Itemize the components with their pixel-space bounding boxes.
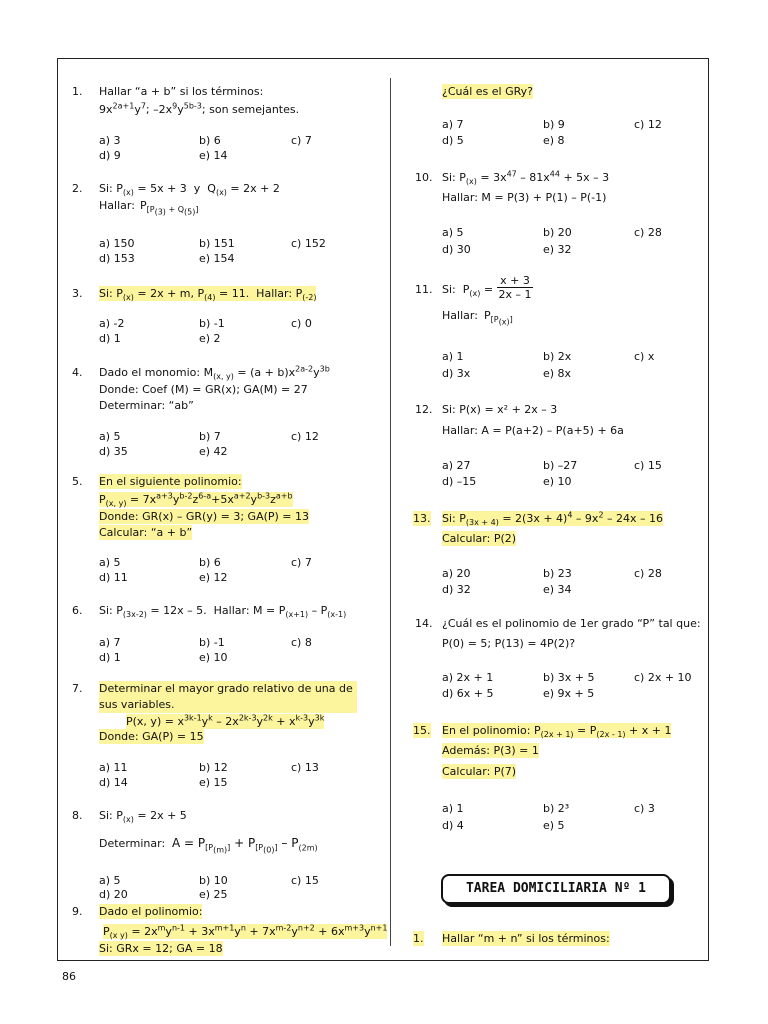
- option-e: e) 154: [199, 252, 235, 265]
- option-b: b) 6: [199, 556, 221, 569]
- problem-number: 1.: [413, 932, 424, 945]
- option-a: a) 150: [99, 237, 135, 250]
- problem-statement: Si: P(x) = x² + 2x – 3: [442, 403, 558, 416]
- option-a: a) 2x + 1: [442, 671, 494, 684]
- problem-formula: $A = P_{[P_{(m)}]} + P_{[P_{(0)}]} - P_{(2m)}$: [172, 836, 318, 855]
- problem-statement: Calcular: P(2): [442, 532, 517, 545]
- problem-number: 6.: [72, 604, 83, 617]
- option-e: e) 12: [199, 571, 228, 584]
- problem-formula: En el polinomio: $P_{(2x + 1)} = P_{(2x - 1)} + x + 1$: [442, 724, 672, 740]
- option-e: e) 9x + 5: [543, 687, 595, 700]
- problem-number: 11.: [415, 283, 433, 296]
- problem-statement: Donde: GR(x) – GR(y) = 3; GA(P) = 13: [99, 510, 310, 523]
- option-c: c) 152: [291, 237, 326, 250]
- option-c: c) 2x + 10: [634, 671, 692, 684]
- option-c: c) 7: [291, 134, 312, 147]
- problem-statement: Determinar:: [99, 837, 166, 850]
- option-d: d) 35: [99, 445, 128, 458]
- option-a: a) 11: [99, 761, 128, 774]
- option-b: b) 20: [543, 226, 572, 239]
- problem-number: 15.: [413, 724, 431, 737]
- column-divider: [390, 78, 391, 946]
- option-b: b) 9: [543, 118, 565, 131]
- option-c: c) x: [634, 350, 655, 363]
- option-a: a) 1: [442, 350, 464, 363]
- option-c: c) 28: [634, 567, 662, 580]
- option-b: b) 2x: [543, 350, 572, 363]
- option-e: e) 10: [543, 475, 572, 488]
- option-b: b) 12: [199, 761, 228, 774]
- option-a: a) 5: [99, 430, 121, 443]
- problem-statement: Donde: GA(P) = 15: [99, 730, 204, 743]
- option-d: d) 20: [99, 888, 128, 901]
- problem-statement: Hallar:: [99, 199, 135, 212]
- problem-formula: $P_{[P_{(x)}]}$: [484, 309, 513, 327]
- problem-formula: Si: GRx = 12; GA = 18: [99, 942, 223, 955]
- option-e: e) 34: [543, 583, 572, 596]
- option-c: c) 7: [291, 556, 312, 569]
- fraction-denominator: 2x – 1: [498, 288, 532, 301]
- problem-statement: Además: P(3) = 1: [442, 744, 539, 757]
- problem-formula: $P_{(x, y)} = 7x^{a+3}y^{b-2}z^{6-a}+5x^{a+2}y^{b-3}z^{a+b}$: [99, 491, 293, 509]
- option-b: b) 10: [199, 874, 228, 887]
- option-c: c) 12: [634, 118, 662, 131]
- option-c: c) 15: [634, 459, 662, 472]
- option-a: a) 5: [442, 226, 464, 239]
- option-c: c) 13: [291, 761, 319, 774]
- option-d: d) 32: [442, 583, 471, 596]
- problem-formula: Si: $P_{(3x-2)} = 12x - 5$. Hallar: $M = P_{(x+1)} - P_{(x-1)}$: [99, 604, 347, 620]
- option-e: e) 42: [199, 445, 228, 458]
- option-d: d) –15: [442, 475, 477, 488]
- option-a: a) 7: [442, 118, 464, 131]
- option-e: e) 8x: [543, 367, 572, 380]
- option-c: c) 0: [291, 317, 312, 330]
- problem-number: 9.: [72, 905, 83, 918]
- option-b: b) –27: [543, 459, 578, 472]
- option-d: d) 1: [99, 332, 121, 345]
- problem-statement: Calcular: P(7): [442, 765, 517, 778]
- option-b: b) 7: [199, 430, 221, 443]
- problem-statement: Hallar “a + b” si los términos:: [99, 85, 264, 98]
- problem-number: 8.: [72, 809, 83, 822]
- problem-statement: ¿Cuál es el polinomio de 1er grado “P” tal que:: [442, 617, 701, 630]
- option-e: e) 2: [199, 332, 221, 345]
- option-d: d) 153: [99, 252, 135, 265]
- option-d: d) 30: [442, 243, 471, 256]
- option-b: b) -1: [199, 636, 225, 649]
- problem-formula: Si: $P_{(x)}$ =: [442, 283, 494, 299]
- tarea-title-box: TAREA DOMICILIARIA Nº 1: [441, 874, 671, 904]
- option-c: c) 28: [634, 226, 662, 239]
- problem-statement: P(0) = 5; P(13) = 4P(2)?: [442, 637, 576, 650]
- option-c: c) 12: [291, 430, 319, 443]
- option-e: e) 10: [199, 651, 228, 664]
- option-d: d) 5: [442, 134, 464, 147]
- problem-number: 12.: [415, 403, 433, 416]
- problem-statement: Hallar: M = P(3) + P(1) – P(-1): [442, 191, 607, 204]
- problem-number: 10.: [415, 171, 433, 184]
- problem-number: 1.: [72, 85, 83, 98]
- option-e: e) 15: [199, 776, 228, 789]
- option-a: a) 7: [99, 636, 121, 649]
- problem-formula: $9x^{2a+1}y^7$; $-2x^9y^{5b-3}$; son semejantes.: [99, 101, 300, 116]
- problem-number: 5.: [72, 475, 83, 488]
- option-a: a) 27: [442, 459, 471, 472]
- problem-number: 14.: [415, 617, 433, 630]
- option-a: a) -2: [99, 317, 125, 330]
- option-c: c) 8: [291, 636, 312, 649]
- problem-statement: En el siguiente polinomio:: [99, 475, 242, 488]
- option-d: d) 1: [99, 651, 121, 664]
- option-a: a) 1: [442, 802, 464, 815]
- option-d: d) 3x: [442, 367, 471, 380]
- problem-statement: Calcular: “a + b”: [99, 526, 193, 539]
- option-e: e) 14: [199, 149, 228, 162]
- option-d: d) 11: [99, 571, 128, 584]
- problem-number: 2.: [72, 182, 83, 195]
- problem-statement: Hallar:: [442, 309, 478, 322]
- option-b: b) 3x + 5: [543, 671, 595, 684]
- problem-formula: Si: $P_{(x)} = 2x + m$, $P_{(4)} = 11$. Hallar: $P_{(-2)}$: [99, 287, 317, 303]
- fraction-numerator: x + 3: [497, 274, 533, 288]
- option-a: a) 3: [99, 134, 121, 147]
- option-d: d) 9: [99, 149, 121, 162]
- problem-formula: Dado el monomio: $M_{(x, y)} = (a + b)x^{2a-2}y^{3b}$: [99, 364, 330, 382]
- problem-formula: P(x, $y) = x^{3k-1}y^k - 2x^{2k-3}y^{2k} + x^{k-3}y^{3k}$: [126, 713, 325, 728]
- option-e: e) 5: [543, 819, 565, 832]
- option-e: e) 8: [543, 134, 565, 147]
- page-number: 86: [62, 970, 76, 983]
- problem-statement: Hallar “m + n” si los términos:: [442, 932, 610, 945]
- problem-formula: Si: $P_{(x)} = 5x + 3$ y $Q_{(x)} = 2x + 2$: [99, 182, 280, 198]
- problem-formula: $P_{(x y)} = 2x^my^{n-1} + 3x^{m+1}y^n + 7x^{m-2}y^{n+2} + 6x^{m+3}y^{n+1}$: [103, 923, 388, 941]
- option-b: b) 6: [199, 134, 221, 147]
- problem-number: 7.: [72, 682, 83, 695]
- problem-statement: Hallar: A = P(a+2) – P(a+5) + 6a: [442, 424, 624, 437]
- problem-formula: Si: $P_{(x)} = 3x^{47} - 81x^{44} + 5x - 3$: [442, 169, 610, 187]
- option-c: c) 15: [291, 874, 319, 887]
- option-b: b) 23: [543, 567, 572, 580]
- problem-statement: Donde: Coef (M) = GR(x); GA(M) = 27: [99, 383, 308, 396]
- option-d: d) 14: [99, 776, 128, 789]
- problem-statement: Determinar el mayor grado relativo de una de sus variables.: [99, 681, 357, 713]
- problem-formula: Si: $P_{(x)} = 2x + 5$: [99, 809, 187, 825]
- problem-number: 4.: [72, 366, 83, 379]
- problem-formula: Si: $P_{(3x + 4)} = 2(3x + 4)^4 - 9x^2 - 24x - 16$: [442, 510, 664, 528]
- option-b: b) 2³: [543, 802, 570, 815]
- option-c: c) 3: [634, 802, 655, 815]
- problem-statement: Dado el polinomio:: [99, 905, 203, 918]
- problem-formula: $P_{[P_{(3)} + Q_{(5)}]}$: [140, 199, 199, 217]
- option-b: b) -1: [199, 317, 225, 330]
- option-a: a) 20: [442, 567, 471, 580]
- problem-number: 3.: [72, 287, 83, 300]
- option-d: d) 6x + 5: [442, 687, 494, 700]
- problem-number: 13.: [413, 512, 431, 525]
- option-e: e) 25: [199, 888, 228, 901]
- option-a: a) 5: [99, 556, 121, 569]
- option-e: e) 32: [543, 243, 572, 256]
- problem-statement: ¿Cuál es el GRy?: [442, 85, 534, 98]
- option-d: d) 4: [442, 819, 464, 832]
- fraction: [497, 274, 533, 301]
- option-a: a) 5: [99, 874, 121, 887]
- problem-statement: Determinar: “ab”: [99, 399, 194, 412]
- option-b: b) 151: [199, 237, 235, 250]
